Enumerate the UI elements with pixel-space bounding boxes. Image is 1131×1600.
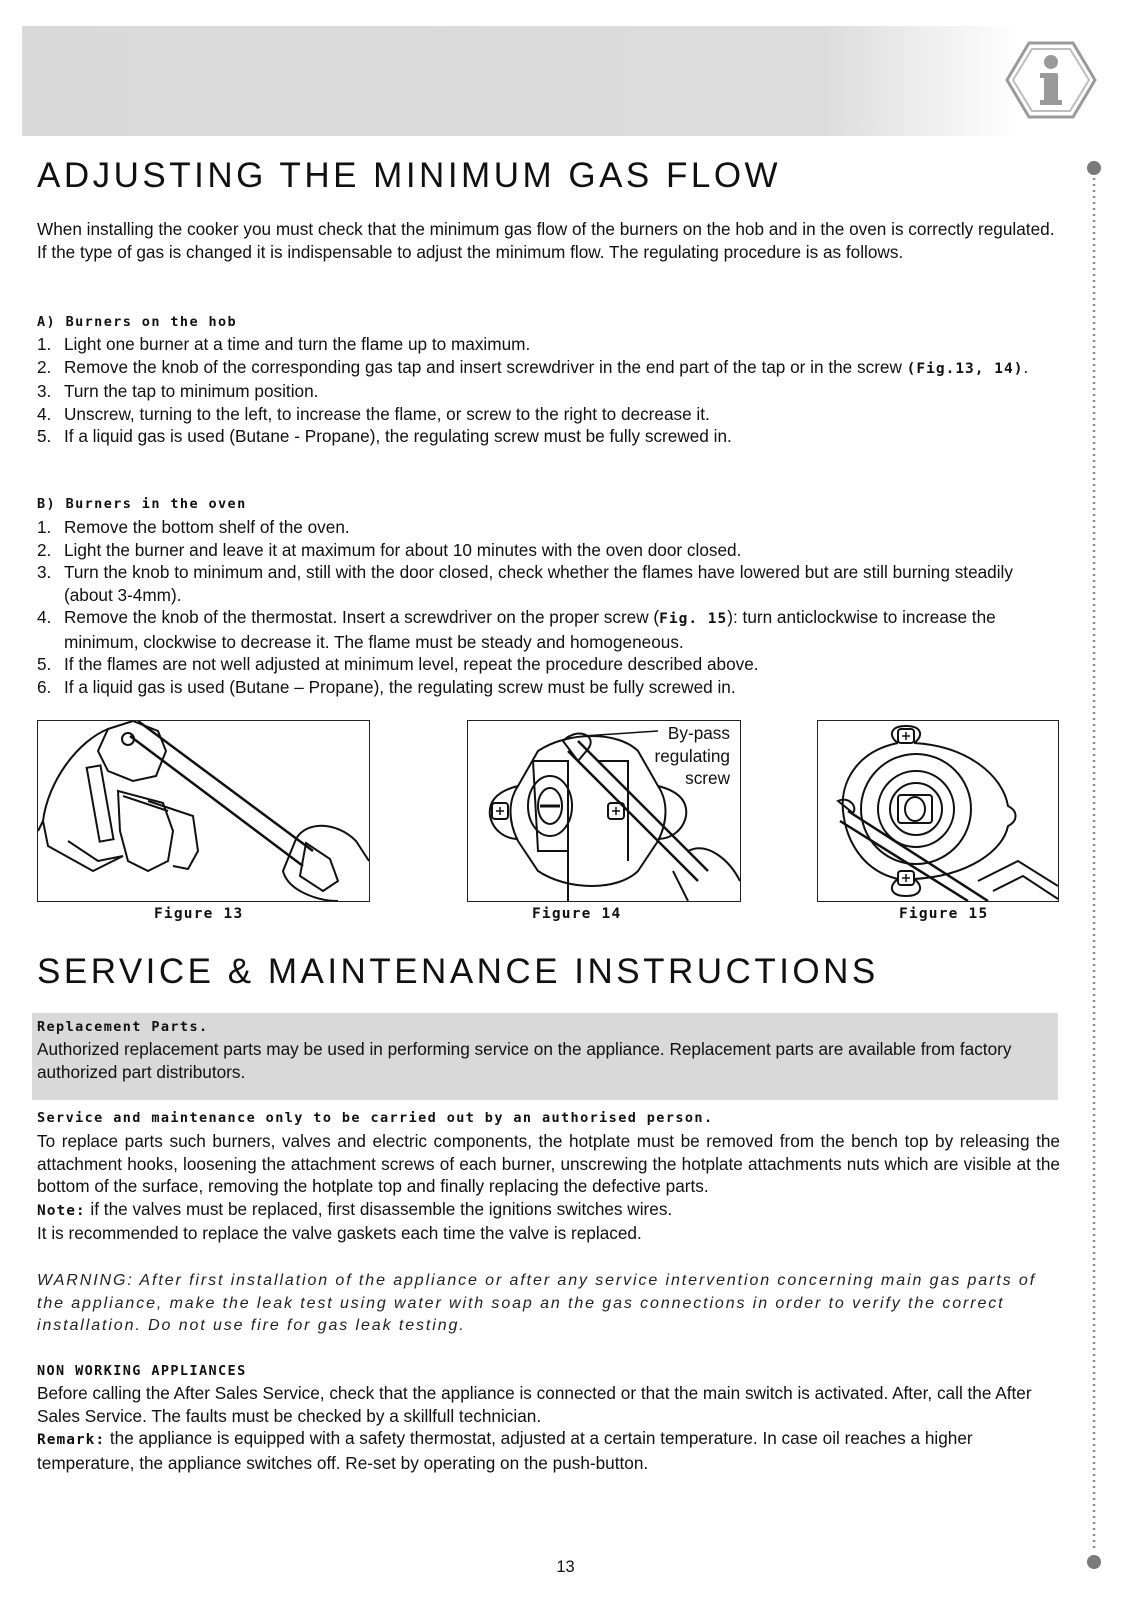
list-item: 1. Remove the bottom shelf of the oven. [37,517,350,537]
intro-line-1: When installing the cooker you must check that the minimum gas flow of the burners on the hob and in the oven is correctly regulated. [37,219,1055,239]
oven-steps-list [37,516,1062,698]
remark-label: Remark: [37,1432,106,1448]
figure-13-illustration [38,721,369,901]
figure-reference: (Fig.13, 14) [906,360,1024,377]
remark-text: the appliance is equipped with a safety thermostat, adjusted at a certain temperature. In case oil reaches a higher temperature, the appliance switches off. Re-set by operating on the push-button. [37,1428,973,1473]
note-text: if the valves must be replaced, first disassemble the ignitions switches wires. [85,1198,673,1219]
bypass-label: By-pass regulating screw [654,723,730,788]
list-item: 6. If a liquid gas is used (Butane – Propane), the regulating screw must be fully screwed in. [37,676,736,697]
page-number: 13 [556,1558,575,1576]
figure-13-box [37,720,370,902]
oven-heading: B) Burners in the oven [37,496,247,512]
service-text: To replace parts such burners, valves and electric components, the hotplate must be removed from the bench top by releasing the attachment hooks, loosening the attachment screws of each burner, unscrewing the hotplate attachments nuts which are visible at the bottom of the surface, removing the hotplate top and finally replacing the defective parts. [37,1131,1060,1196]
replacement-text: Authorized replacement parts may be used in performing service on the appliance. Replacement parts are available from factory authorized part distributors. [37,1039,1012,1082]
warning-text: WARNING: After first installation of the appliance or after any service intervention concerning main gas parts of the appliance, make the leak test using water with soap an the gas connections in order to verify the correct installation. Do not use fire for gas leak testing. [37,1272,1037,1334]
replacement-heading: Replacement Parts. [37,1019,209,1035]
nonworking-paragraph [37,1382,1060,1474]
figure-15-caption: Figure 15 [899,906,989,922]
list-item: 5. If a liquid gas is used (Butane - Propane), the regulating screw must be fully screwed in. [37,426,732,446]
figure-reference: Fig. 15 [659,611,728,627]
nonworking-text: Before calling the After Sales Service, check that the appliance is connected or that the main switch is activated. After, call the After Sales Service. The faults must be checked by a skillfull technician. [37,1383,1032,1426]
list-item: 2. Remove the knob of the corresponding gas tap and insert screwdriver in the end part of the tap or in the screw (Fig.13, 14). [37,356,1029,377]
info-icon [1005,40,1097,120]
intro-paragraph [37,218,1060,263]
service-paragraph [37,1130,1060,1245]
figure-15-box [817,720,1059,902]
hob-heading: A) Burners on the hob [37,314,238,330]
list-item: 4. Unscrew, turning to the left, to increase the flame, or screw to the right to decrease it. [37,403,710,424]
note-label: Note: [37,1202,86,1219]
section-title-gas-flow: ADJUSTING THE MINIMUM GAS FLOW [37,156,782,195]
figure-15-illustration [818,721,1058,901]
header-band [22,26,1022,136]
figure-13-caption: Figure 13 [154,906,244,922]
list-item: 4. Remove the knob of the thermostat. Insert a screwdriver on the proper screw (Fig. 15): turn anticlockwise to increase the minimum, clockwise to decrease it. The flame must be steady and homogeneous. [37,607,996,652]
recommend-text: It is recommended to replace the valve gaskets each time the valve is replaced. [37,1223,642,1243]
nonworking-heading: NON WORKING APPLIANCES [37,1363,247,1379]
list-item: 3. Turn the knob to minimum and, still with the door closed, check whether the flames have lowered but are still burning steadily (about 3-4mm). [37,562,1013,605]
list-item: 3. Turn the tap to minimum position. [37,381,319,401]
dotted-rail [1086,160,1102,1570]
list-item: 1. Light one burner at a time and turn the flame up to maximum. [37,334,531,354]
figure-14-caption: Figure 14 [532,906,622,922]
list-item: 2. Light the burner and leave it at maximum for about 10 minutes with the oven door closed. [37,539,742,560]
section-title-service: SERVICE & MAINTENANCE INSTRUCTIONS [37,952,879,991]
service-heading: Service and maintenance only to be carried out by an authorised person. [37,1110,714,1126]
hob-steps-list [37,333,1062,448]
list-item: 5. If the flames are not well adjusted at minimum level, repeat the procedure described above. [37,654,759,674]
intro-line-2: If the type of gas is changed it is indispensable to adjust the minimum flow. The regulating procedure is as follows. [37,241,904,262]
